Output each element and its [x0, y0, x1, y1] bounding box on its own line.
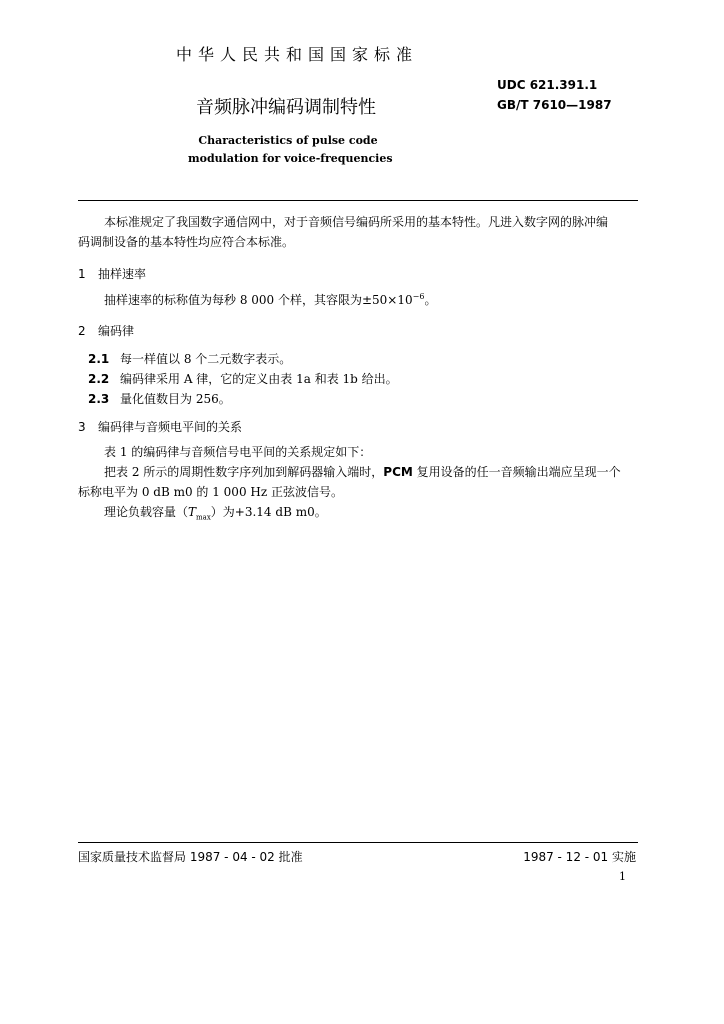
document-title-chinese: 音频脉冲编码调制特性: [196, 97, 376, 118]
clause-text: 量化值数目为 256。: [120, 392, 231, 406]
gb-standard-number: GB/T 7610—1987: [497, 98, 612, 112]
section-2-heading: [78, 322, 134, 339]
clause-text: 每一样值以 8 个二元数字表示。: [120, 352, 292, 366]
section-3-paragraph-3: [104, 502, 327, 522]
implementation-date: 1987 - 12 - 01 实施: [523, 850, 636, 864]
clause-number: 2.2: [88, 372, 110, 386]
section-3-paragraph-2-line2: 标称电平为 0 dB m0 的 1 000 Hz 正弦波信号。: [78, 485, 343, 499]
t-symbol: T: [188, 505, 197, 519]
clause-2-3: [88, 390, 231, 407]
udc-code: UDC 621.391.1: [497, 78, 598, 92]
section-3-paragraph-2-line1: [104, 462, 621, 482]
footer-divider: [78, 842, 638, 843]
load-capacity-text: 理论负载容量（: [104, 505, 189, 519]
load-capacity-value: ）为+3.14 dB m0。: [210, 505, 327, 519]
tolerance-exponent: −6: [412, 292, 425, 301]
section-3-number: 3: [78, 420, 86, 434]
header-divider: [78, 200, 638, 201]
section-3-heading: [78, 418, 242, 435]
section-2-title: 编码律: [98, 324, 135, 338]
clause-2-2: [88, 370, 398, 387]
max-subscript: max: [196, 513, 211, 522]
document-title-english-line2: modulation for voice-frequencies: [188, 152, 393, 165]
pcm-term: PCM: [383, 465, 413, 479]
clause-text: 编码律采用 A 律，它的定义由表 1a 和表 1b 给出。: [120, 372, 398, 386]
document-title-english-line1: Characteristics of pulse code: [198, 134, 378, 147]
paragraph-text: 把表 2 所示的周期性数字序列加到解码器输入端时，: [104, 465, 384, 479]
section-1-text: [104, 290, 436, 310]
sampling-rate-text: 抽样速率的标称值为每秒 8 000 个样，其容限为±50×10: [104, 293, 413, 307]
intro-line1: 本标准规定了我国数字通信网中，对于音频信号编码所采用的基本特性。凡进入数字网的脉冲编: [104, 215, 609, 229]
section-3-title: 编码律与音频电平间的关系: [98, 420, 243, 434]
section-1-number: 1: [78, 267, 86, 281]
clause-number: 2.3: [88, 392, 110, 406]
standard-organization-header: 中华人民共和国国家标准: [176, 45, 419, 64]
approval-date: 国家质量技术监督局 1987 - 04 - 02 批准: [78, 850, 303, 864]
clause-2-1: [88, 350, 291, 367]
section-3-paragraph-1: 表 1 的编码律与音频信号电平间的关系规定如下：: [104, 445, 372, 459]
paragraph-text: 复用设备的任一音频输出端应呈现一个: [412, 465, 621, 479]
section-2-number: 2: [78, 324, 86, 338]
section-1-heading: [78, 265, 146, 282]
page-number: 1: [619, 870, 626, 883]
sampling-rate-text-end: 。: [424, 293, 437, 307]
section-1-title: 抽样速率: [98, 267, 147, 281]
clause-number: 2.1: [88, 352, 110, 366]
intro-line2: 码调制设备的基本特性均应符合本标准。: [78, 235, 295, 249]
